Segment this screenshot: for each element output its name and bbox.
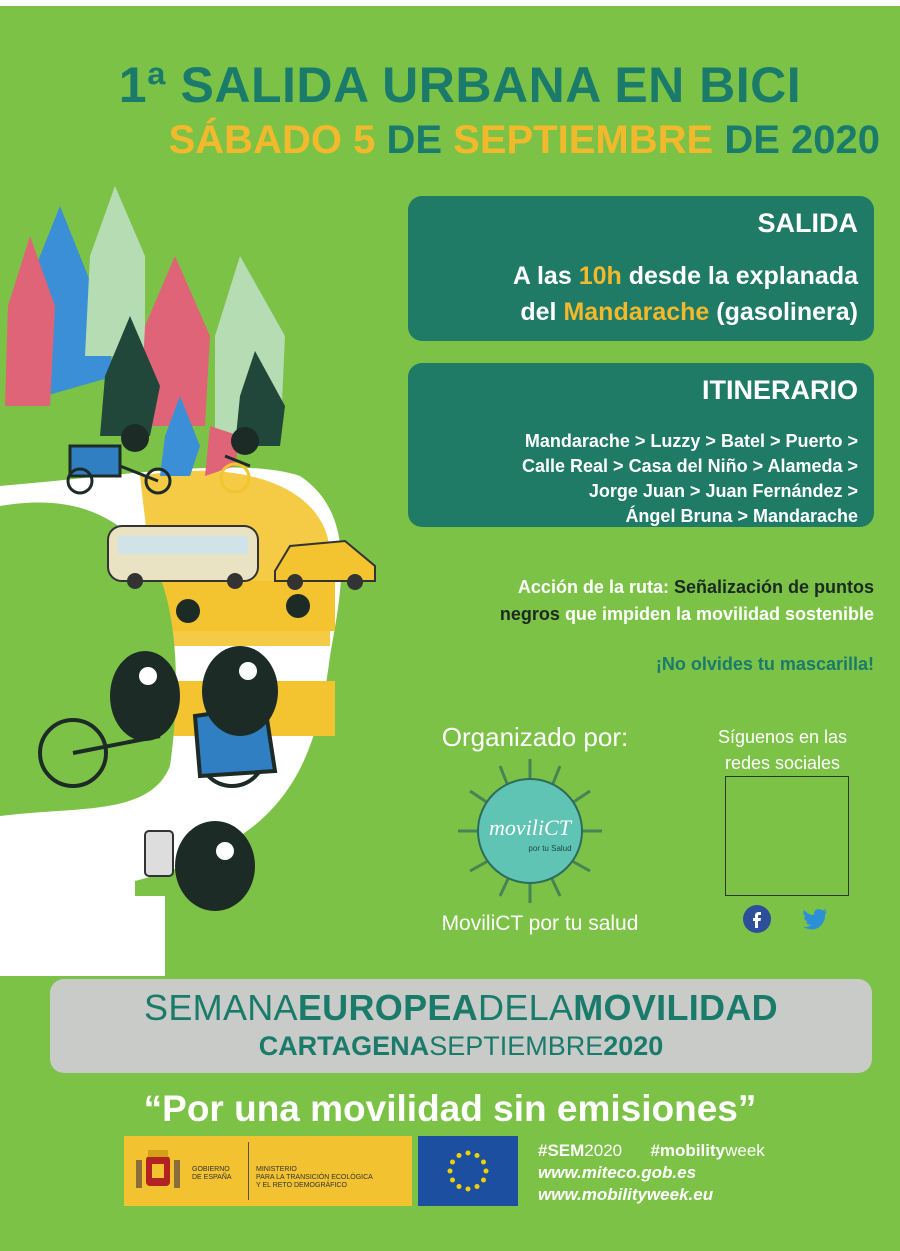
poster bbox=[0, 6, 900, 1251]
hashtags-and-links bbox=[538, 1140, 878, 1206]
departure-place: Mandarache bbox=[563, 298, 710, 326]
rider-head bbox=[121, 424, 149, 452]
svg-text:por tu Salud: por tu Salud bbox=[528, 844, 572, 853]
salida-heading: SALIDA bbox=[757, 208, 858, 238]
social-label: Síguenos en las redes sociales bbox=[717, 727, 848, 773]
departure-time: 10h bbox=[578, 262, 622, 290]
coat-of-arms-icon bbox=[132, 1146, 184, 1196]
movilict-logo bbox=[440, 751, 620, 911]
itinerary-line: Calle Real > Casa del Niño > Alameda > bbox=[522, 456, 858, 476]
itinerary-list bbox=[522, 429, 858, 529]
itinerary-line: Jorge Juan > Juan Fernández > bbox=[588, 481, 858, 501]
phone-person bbox=[175, 821, 255, 911]
qr-placeholder bbox=[725, 776, 849, 896]
itinerary-line: Ángel Bruna > Mandarache bbox=[625, 506, 858, 526]
ministry-text: MINISTERIO PARA LA TRANSICIÓN ECOLÓGICA Y EL RETO DEMOGRÁFICO bbox=[256, 1166, 373, 1189]
government-logo bbox=[124, 1136, 412, 1206]
mask-reminder: ¡No olvides tu mascarilla! bbox=[655, 654, 874, 674]
salida-box bbox=[408, 196, 874, 341]
slogan: “Por una movilidad sin emisiones” bbox=[143, 1088, 757, 1129]
svg-text:moviliCT: moviliCT bbox=[489, 815, 571, 840]
salida-details: A las 10h desde la explanada del Mandarache (gasolinera) bbox=[512, 262, 858, 326]
poster-title: 1ª SALIDA URBANA EN BICI bbox=[118, 57, 802, 113]
hashtag-mobilityweek: #mobilityweek bbox=[650, 1141, 765, 1160]
organizer-label: Organizado por: bbox=[441, 722, 629, 752]
itinerary-line: Mandarache > Luzzy > Batel > Puerto > bbox=[524, 431, 858, 451]
event-date: SÁBADO 5 DE SEPTIEMBRE DE 2020 bbox=[168, 118, 880, 162]
gov-spain-text: GOBIERNO DE ESPAÑA bbox=[192, 1166, 232, 1181]
mobility-week-banner bbox=[50, 979, 872, 1073]
mobilityweek-link[interactable]: www.mobilityweek.eu bbox=[538, 1185, 714, 1204]
miteco-link[interactable]: www.miteco.gob.es bbox=[538, 1163, 697, 1182]
bus bbox=[108, 526, 258, 589]
itinerario-heading: ITINERARIO bbox=[701, 375, 858, 405]
banner-subtitle: CARTAGENASEPTIEMBRE2020 bbox=[258, 1031, 664, 1061]
twitter-icon[interactable] bbox=[800, 904, 830, 934]
city-route-illustration bbox=[0, 176, 420, 976]
hashtag-sem: #SEM2020 bbox=[538, 1141, 623, 1160]
banner-title: SEMANAEUROPEADELAMOVILIDAD bbox=[144, 987, 778, 1028]
facebook-icon[interactable] bbox=[742, 904, 772, 934]
route-action: Acción de la ruta: Señalización de puntos negros que impiden la movilidad sostenible bbox=[499, 577, 874, 624]
organizer-caption: MoviliCT por tu salud bbox=[441, 912, 639, 935]
itinerario-box bbox=[408, 363, 874, 527]
eu-flag bbox=[418, 1136, 518, 1206]
